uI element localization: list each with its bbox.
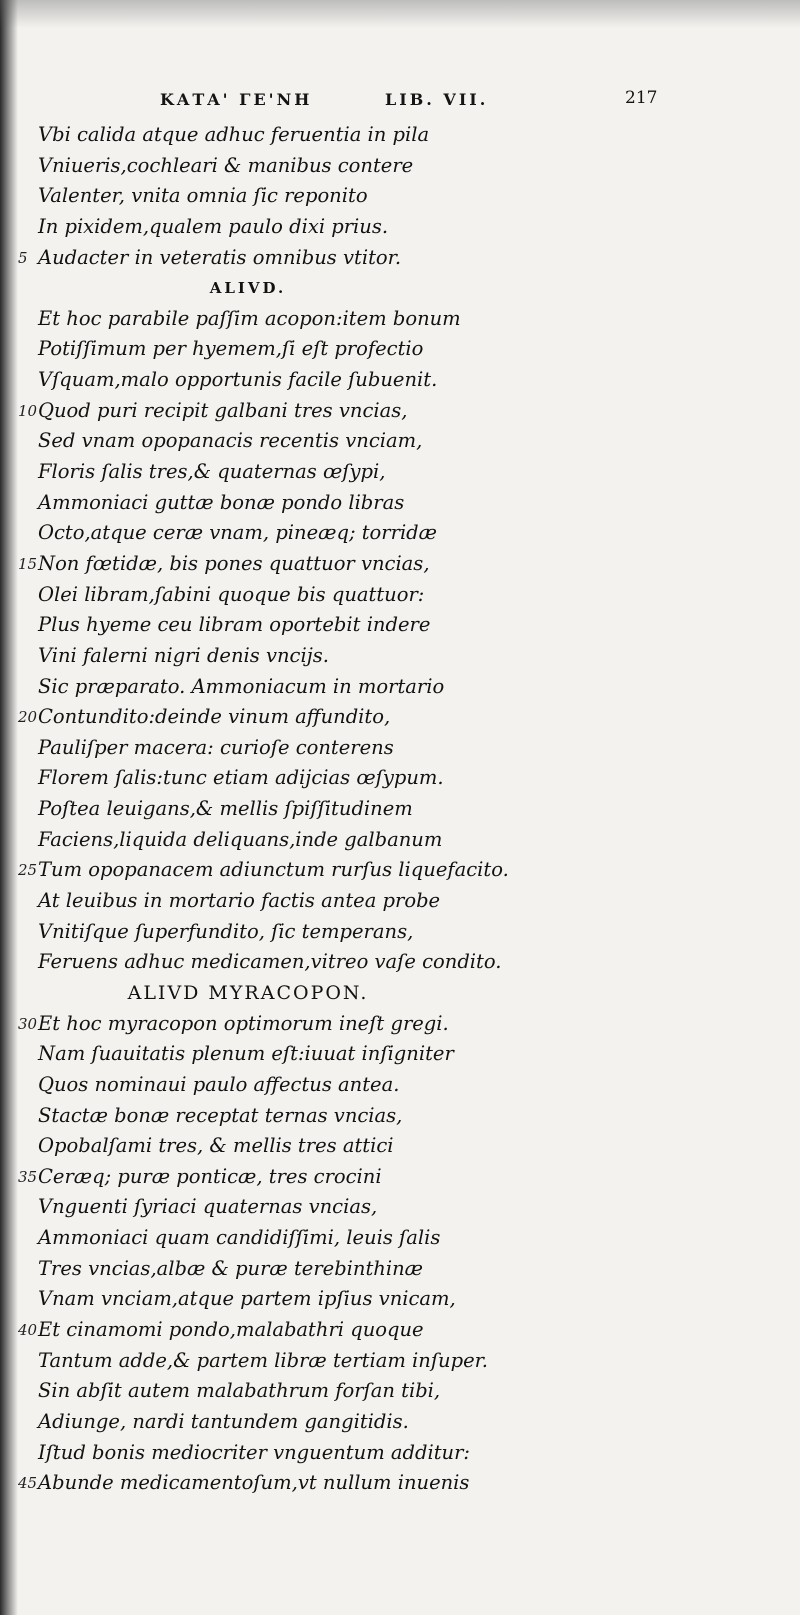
line-number: 15 [18, 554, 38, 573]
verse-line [18, 243, 458, 274]
line-number: 30 [18, 1014, 38, 1033]
verse-line [38, 151, 458, 182]
bleed-through-header [560, 0, 800, 40]
verse-line-text: Vnitiſque ſuperfundito, ſic temperans, [38, 919, 414, 943]
verse-line-text: Quod puri recipit galbani tres vncias, [38, 398, 408, 422]
verse-line [38, 488, 458, 519]
verse-line [38, 1070, 458, 1101]
verse-line-text: Florem ſalis:tunc etiam adijcias œſypum. [38, 766, 444, 790]
verse-line [18, 855, 509, 886]
verse-line [38, 426, 458, 457]
verse-line [38, 304, 461, 335]
line-number: 5 [18, 248, 28, 267]
verse-line-text: Pauliſper macera: curioſe conterens [38, 735, 394, 759]
verse-line [18, 702, 458, 733]
verse-line [38, 1192, 458, 1223]
line-number: 45 [18, 1474, 38, 1493]
verse-line-text: Vnguenti ſyriaci quaternas vncias, [38, 1195, 378, 1219]
verse-line [38, 1131, 458, 1162]
verse-line-text: Iſtud bonis mediocriter vnguentum additur: [38, 1440, 470, 1464]
verse-line-text: Octo,atque ceræ vnam, pineæq; torridæ [38, 521, 437, 545]
verse-line-text: Vniueris,cochleari & manibus contere [38, 153, 414, 177]
verse-line-text: At leuibus in mortario factis antea probe [38, 889, 441, 913]
verse-line-text: Sic præparato. Ammoniacum in mortario [38, 674, 445, 698]
verse-line-text: Valenter, vnita omnia ſic reponito [38, 184, 368, 208]
line-number: 35 [18, 1167, 38, 1186]
verse-line [38, 120, 458, 151]
running-head [160, 88, 760, 114]
verse-line [38, 518, 458, 549]
verse-line-text: Contundito:deinde vinum affundito, [38, 705, 391, 729]
verse-line-text: Non fœtidæ, bis pones quattuor vncias, [38, 551, 430, 575]
section-heading [38, 273, 458, 304]
verse-line-text: Vſquam,malo opportunis facile ſubuenit. [38, 368, 438, 392]
page-number: 217 [625, 88, 658, 108]
verse-line-text: Sed vnam opopanacis recentis vnciam, [38, 429, 423, 453]
verse-line-text: Ammoniaci guttæ bonæ pondo libras [38, 490, 405, 514]
verse-line [38, 794, 458, 825]
verse-line [38, 610, 458, 641]
section-heading-text: ALIVD. [209, 279, 287, 298]
verse-line-text: Vbi calida atque adhuc feruentia in pila [38, 123, 430, 146]
line-number: 10 [18, 401, 38, 420]
verse-line-text: Ammoniaci quam candidiſſimi, leuis ſalis [38, 1226, 441, 1250]
verse-line [38, 457, 458, 488]
verse-line [38, 365, 458, 396]
verse-line [18, 396, 458, 427]
verse-line [18, 1468, 470, 1499]
line-number: 20 [18, 708, 38, 727]
verse-line-text: Opobalſami tres, & mellis tres attici [38, 1134, 394, 1158]
verse-line-text: Stactæ bonæ receptat ternas vncias, [38, 1103, 403, 1127]
verse-line [18, 1315, 458, 1346]
verse-line-text: Abunde medicamentoſum,vt nullum inuenis [38, 1471, 470, 1495]
verse-line [38, 1407, 458, 1438]
verse-line-text: Et hoc parabile paſſim acopon:item bonum [38, 306, 461, 330]
verse-line [38, 825, 458, 856]
verse-text-block [18, 120, 509, 1499]
verse-line [38, 1101, 458, 1132]
section-heading [38, 978, 458, 1009]
verse-line [38, 917, 458, 948]
verse-line-text: Ceræq; puræ ponticæ, tres crocini [38, 1164, 382, 1188]
section-heading-text: ALIVD MYRACOPON. [127, 981, 369, 1004]
verse-line [38, 733, 458, 764]
verse-line [38, 1223, 458, 1254]
gutter-shadow [0, 0, 18, 1615]
verse-line [38, 1376, 458, 1407]
verse-line-text: Et cinamomi pondo,malabathri quoque [38, 1317, 424, 1341]
verse-line [38, 1254, 458, 1285]
verse-line-text: Sin abſit autem malabathrum forſan tibi, [38, 1379, 441, 1403]
verse-line-text: Potiſſimum per hyemem,ſi eſt profectio [38, 337, 424, 361]
verse-line [38, 334, 458, 365]
verse-line [38, 763, 458, 794]
verse-line-text: Tantum adde,& partem libræ tertiam inſuper. [38, 1348, 489, 1372]
verse-line [38, 1346, 489, 1377]
line-number: 40 [18, 1320, 38, 1339]
verse-line-text: Feruens adhuc medicamen,vitreo vaſe condito. [38, 950, 502, 974]
verse-line-text: Faciens,liquida deliquans,inde galbanum [38, 827, 443, 851]
verse-line [18, 549, 458, 580]
verse-line-text: Vnam vnciam,atque partem ipſius vnicam, [38, 1287, 456, 1311]
verse-line-text: Olei libram,ſabini quoque bis quattuor: [38, 582, 425, 606]
verse-line-text: Nam ſuauitatis plenum eſt:iuuat inſigniter [38, 1042, 454, 1066]
verse-line [38, 181, 458, 212]
verse-line [38, 1438, 470, 1469]
verse-line-text: Et hoc myracopon optimorum ineſt gregi. [38, 1011, 449, 1035]
verse-line [38, 947, 502, 978]
verse-line [38, 886, 458, 917]
verse-line-text: In pixidem,qualem paulo dixi prius. [38, 214, 389, 238]
running-head-title: ΚΑΤΑ' ΓΕ'ΝΗ [160, 90, 313, 109]
verse-line [38, 672, 458, 703]
running-head-book: LIB. VII. [385, 90, 489, 109]
verse-line-text: Floris ſalis tres,& quaternas œſypi, [38, 460, 386, 484]
verse-line-text: Poſtea leuigans,& mellis ſpiſſitudinem [38, 797, 413, 821]
verse-line [18, 1162, 458, 1193]
line-number: 25 [18, 861, 38, 880]
verse-line-text: Adiunge, nardi tantundem gangitidis. [38, 1409, 409, 1433]
verse-line-text: Audacter in veteratis omnibus vtitor. [38, 245, 402, 269]
verse-line-text: Tum opopanacem adiunctum rurſus liquefacito. [38, 858, 509, 882]
verse-line-text: Plus hyeme ceu libram oportebit indere [38, 613, 431, 637]
verse-line [38, 1039, 458, 1070]
verse-line-text: Quos nominaui paulo affectus antea. [38, 1072, 400, 1096]
verse-line [38, 641, 458, 672]
verse-line [18, 1009, 458, 1040]
verse-line [38, 212, 458, 243]
verse-line [38, 1284, 458, 1315]
verse-line-text: Vini falerni nigri denis vncijs. [38, 643, 329, 667]
verse-line-text: Tres vncias,albæ & puræ terebinthinæ [38, 1256, 423, 1280]
verse-line [38, 580, 458, 611]
